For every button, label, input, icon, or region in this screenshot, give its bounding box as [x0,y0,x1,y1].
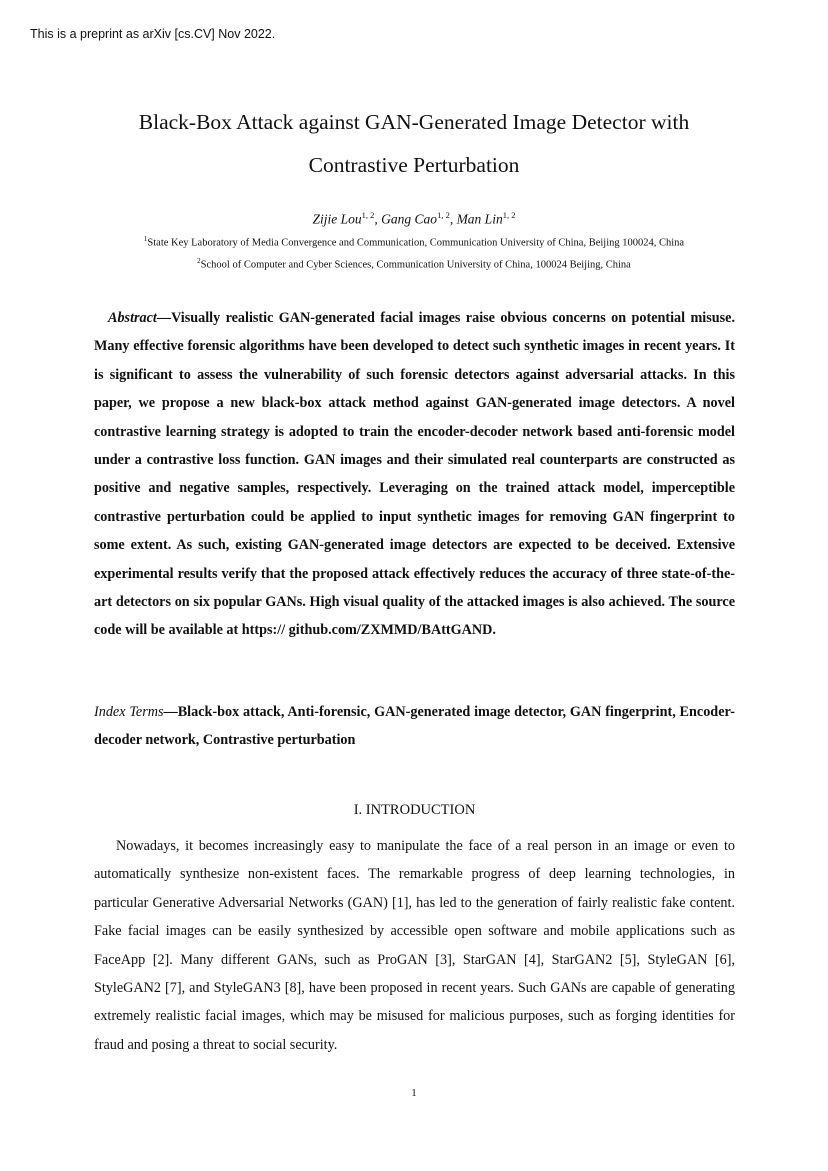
section-heading: I. INTRODUCTION [353,802,476,818]
introduction-paragraph: Nowadays, it becomes increasingly easy to manipulate the face of a real person in an image or even to automatically synthesize non-existent faces. The remarkable progress of deep learning technologies, in particular Generative Adversarial Networks (GAN) [1], has led to the generation of fairly realistic fake content. Fake facial images can be easily synthesized by accessible open software and mobile applications such as FaceApp [2]. Many different GANs, such as ProGAN [3], StarGAN [4], StarGAN2 [5], StyleGAN [6], StyleGAN2 [7], and StyleGAN3 [8], have been proposed in recent years. Such GANs are capable of generating extremely realistic facial images, which may be misused for malicious purposes, such as forging identities for fraud and posing a threat to social security. [94,838,735,1053]
author-list [94,210,734,228]
preprint-note: This is a preprint as arXiv [cs.CV] Nov 2022. [30,27,276,41]
author-separator: , [449,211,457,227]
author-name: Man Lin [456,211,503,227]
author-name: Gang Cao [381,211,438,227]
author-affil-mark: 1, 2 [502,210,516,220]
abstract-label: Abstract [108,310,157,326]
paper-title: Black-Box Attack against GAN-Generated Image Detector with Contrastive Perturbation [138,110,690,177]
index-terms-dash: — [163,704,178,720]
author-affil-mark: 1, 2 [361,210,375,220]
affiliation-mark: 1 [143,235,148,243]
affiliation-text: School of Computer and Cyber Sciences, Communication University of China, 100024 Beijing, China [200,259,631,271]
page-number: 1 [411,1087,417,1099]
affiliation [94,235,734,249]
affiliation [94,257,734,271]
author-separator: , [374,211,382,227]
affiliation-mark: 2 [197,257,201,265]
author-affil-mark: 1, 2 [437,210,450,220]
index-terms [94,698,735,755]
abstract-dash: — [156,310,172,326]
abstract [94,304,735,645]
abstract-text: Visually realistic GAN-generated facial images raise obvious concerns on potential misuse. Many effective forensic algorithms have been developed to detect such synthetic images in recent years. It is significant to assess the vulnerability of such forensic detectors against adversarial attacks. In this paper, we propose a new black-box attack method against GAN-generated image detectors. A novel contrastive learning strategy is adopted to train the encoder-decoder network based anti-forensic model under a contrastive loss function. GAN images and their simulated real counterparts are constructed as positive and negative samples, respectively. Leveraging on the trained attack model, imperceptible contrastive perturbation could be applied to input synthetic images for removing GAN fingerprint to some extent. As such, existing GAN-generated image detectors are expected to be deceived. Extensive experimental results verify that the proposed attack effectively reduces the accuracy of three state-of-the-art detectors on six popular GANs. High visual quality of the attacked images is also achieved. The source code will be available at https:// github.com/ZXMMD/BAttGAND. [94,310,735,639]
author-name: Zijie Lou [312,211,362,227]
index-terms-label: Index Terms [94,704,164,720]
affiliation-text: State Key Laboratory of Media Convergence and Communication, Communication University of China, Beijing 100024, China [147,237,685,249]
index-terms-text: Black-box attack, Anti-forensic, GAN-generated image detector, GAN fingerprint, Encoder-decoder network, Contrastive perturbation [94,704,735,749]
